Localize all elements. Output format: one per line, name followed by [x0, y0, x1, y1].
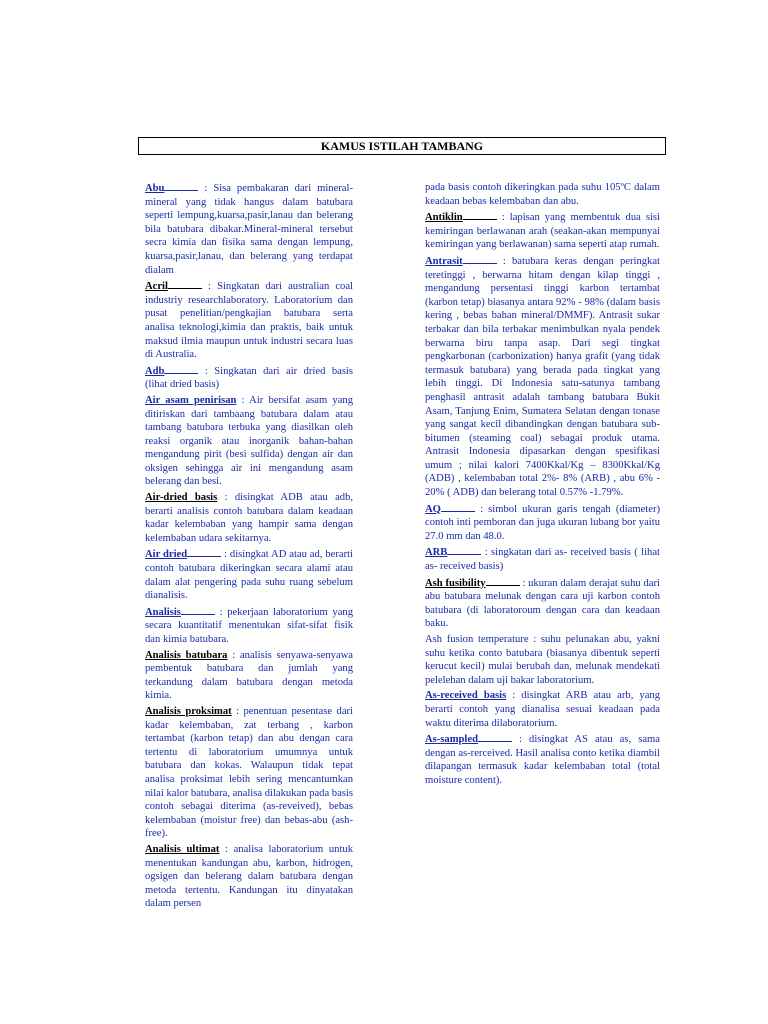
- glossary-definition: Ash fusion temperature : suhu pelunakan abu, yakni suhu ketika conto batubara (biasanya dibentuk seperti kerucut kecil) mulai berubah dan, melunak mendekati pelelehan dalam uji bakar laboratorium.: [425, 634, 660, 686]
- glossary-definition: : disingkat AD atau ad, berarti contoh batubara dikeringkan secara alami atau dalam alat pengering pada suhu ruang sebelum dianalisis.: [145, 549, 353, 602]
- underline-blank: [187, 547, 221, 557]
- glossary-entry: [425, 210, 660, 252]
- glossary-term: Analisis proksimat: [145, 705, 232, 717]
- glossary-definition: : analisis senyawa-senyawa pembentuk batubara dan jumlah yang terkandung dalam batubara dengan metoda kimia.: [145, 649, 353, 702]
- glossary-definition: : pekerjaan laboratorium yang secara kuantitatif menentukan sifat-sifat fisik dan kimia batubara.: [145, 606, 353, 645]
- left-column: [145, 181, 353, 913]
- glossary-entry: [425, 732, 660, 787]
- glossary-entry: [425, 576, 660, 631]
- glossary-entry: [425, 502, 660, 544]
- glossary-term: Analisis ultimat: [145, 843, 220, 855]
- glossary-term: Antrasit: [425, 255, 463, 267]
- glossary-entry: [145, 605, 353, 647]
- glossary-definition: : disingkat ARB atau arb, yang berarti contoh yang dianalisa sesuai keadaan pada waktu diterima dilaboratorium.: [425, 690, 661, 729]
- glossary-entry: [425, 633, 660, 687]
- underline-blank: [181, 605, 215, 615]
- glossary-entry: [425, 545, 660, 573]
- underline-blank: [463, 210, 497, 220]
- glossary-definition: : batubara keras dengan peringkat teretinggi , berwarna hitam dengan kilap tinggi , mengandung persentasi tinggi karbon tertambat (karbon tetap) biasanya antara 92% - 98% (dalam basis kering , bebas bahan mineral/DMMF). Antrasit sukar terbakar dan bila terbakar menimbulkan nyala pendek berwarna biru tanpa asap. Dari segi tingkat pengkarbonan (carbonization) hanya grafit (yang tidak termasuk batubara) yang berada pada tingkat yang lebih tinggi. Di Indonesia satu-satunya tambang penghasil antrasit adalah tambang batubara Bukit Asam, Tanjung Enim, Sumatera Selatan dengan tonase yang sangat kecil dibandingkan dengan batubara sub-bitumen (steaming coal) sebagai produk utama. Antrasit Indonesia dipasarkan dengan spesifikasi umum ; nilai kalori 7400Kkal/Kg – 8300Kkal/Kg (ADB) , kelembaban total 2%- 8% (ARB) , abu 6% - 20% ( ADB) dan belerang total 0.57% -1.79%.: [425, 255, 660, 499]
- right-column: [425, 181, 660, 790]
- glossary-entry: [425, 254, 660, 500]
- glossary-entry: [145, 705, 353, 841]
- underline-blank: [486, 576, 520, 586]
- glossary-term: Acril: [145, 281, 168, 293]
- underline-blank: [478, 732, 512, 742]
- glossary-term: ARB: [425, 547, 448, 559]
- glossary-term: Analisis: [145, 606, 181, 618]
- underline-blank: [164, 364, 198, 374]
- glossary-entry: [145, 394, 353, 489]
- glossary-definition: : lapisan yang membentuk dua sisi kemiringan berlawanan arah (seakan-akan mempunyai kemiringan yang berlawanan) sama seperti atap rumah.: [425, 212, 660, 251]
- glossary-term: As-sampled: [425, 734, 478, 746]
- glossary-definition: : Air bersifat asam yang ditiriskan dari tambaang batubara dalam atau tambang batubara terbuka yang diasilkan oleh reaksi organik atau inorganik bahan-bahan mengandung pirit (besi sulfida) dengan air dan oksigen sehingga air ini mengandung asam belerang dan besi.: [145, 394, 354, 488]
- glossary-term: Analisis batubara: [145, 649, 228, 661]
- page-title: KAMUS ISTILAH TAMBANG: [138, 137, 666, 155]
- glossary-entry: [145, 843, 353, 911]
- glossary-definition: : analisa laboratorium untuk menentukan kandungan abu, karbon, hidrogen, ogsigen dan belerang dalam batubara dengan metoda tertentu. Kandungan itu dinyatakan dalam persen: [145, 843, 353, 910]
- glossary-term: Air dried: [145, 549, 188, 561]
- glossary-term: Antiklin: [425, 212, 463, 224]
- glossary-entry: [145, 649, 353, 703]
- glossary-term: Air asam penirisan: [145, 394, 237, 406]
- glossary-definition: pada basis contoh dikeringkan pada suhu 105ºC dalam keadaan bebas kelembaban dan abu.: [425, 182, 660, 207]
- glossary-term: AQ: [425, 503, 441, 515]
- glossary-entry: [145, 547, 353, 602]
- glossary-definition: : Sisa pembakaran dari mineral-mineral yang tidak hangus dalam batubara seperti lempung,kuarsa,pasir,lanau dan belerang bila batubara dibakar.Mineral-mineral tersebut secra kimia dan fisika sama dengan lempung, kuarsa,pasir,lanau, dan belerang yang terdapat dialam: [145, 183, 353, 276]
- glossary-definition: : disingkat AS atau as, sama dengan as-rerceived. Hasil analisa conto ketika diambil dilapangan termasuk kadar kelembaban total (total moisture content).: [425, 734, 660, 786]
- glossary-entry: [145, 364, 353, 392]
- glossary-entry: [425, 689, 660, 730]
- glossary-term: Ash fusibility: [425, 577, 486, 589]
- glossary-term: Abu: [145, 183, 165, 194]
- glossary-entry: [425, 181, 660, 208]
- underline-blank: [168, 279, 202, 289]
- glossary-entry: [145, 181, 353, 277]
- glossary-definition: : simbol ukuran garis tengah (diameter) contoh inti pemboran dan juga ukuran lubang bor yaitu 27.0 mm dan 48.0.: [425, 503, 661, 542]
- glossary-definition: : Singkatan dari australian coal industriy researchlaboratory. Laboratorium dan pusat penelitian/pengkajian batubara serta analisa teknologi,kimia dan praktis, baik untuk maksud ilmia maupun untuk industri secara luas di Australia.: [145, 281, 353, 361]
- glossary-term: Adb: [145, 365, 165, 377]
- underline-blank: [164, 181, 198, 191]
- glossary-definition: : disingkat ADB atau adb, berarti analisis contoh batubara dalam keadaan kadar kelembaban yang hampir sama dengan kelembaban udara sekitarnya.: [145, 492, 354, 544]
- glossary-entry: [145, 279, 353, 362]
- glossary-definition: : Singkatan dari air dried basis (lihat dried basis): [145, 365, 354, 391]
- glossary-term: Air-dried basis: [145, 492, 218, 504]
- underline-blank: [463, 254, 497, 264]
- glossary-entry: [145, 491, 353, 545]
- glossary-definition: : singkatan dari as- received basis ( lihat as- received basis): [425, 547, 660, 573]
- glossary-definition: : penentuan pesentase dari kadar kelembaban, zat terbang , karbon tertambat (karbon tetap) dan abu dengan cara tertentu di laboratorium umumnya untuk batubara dan kokas. Walaupun tidak tepat analisa proksimat lebih sering mencantumkan nilai kalor batubara, analisa dilakukan pada basis contoh sebagai diterima (as-reveived), bebas kelembaban (moistur free) dan bebas-abu (ash-free).: [145, 705, 353, 840]
- glossary-term: As-received basis: [425, 690, 507, 702]
- underline-blank: [447, 545, 481, 555]
- glossary-definition: : ukuran dalam derajat suhu dari abu batubara melunak dengan cara uji karbon contoh batubara (di laboratoroum dengan cara dan keadaan baku.: [425, 577, 660, 630]
- underline-blank: [441, 502, 475, 512]
